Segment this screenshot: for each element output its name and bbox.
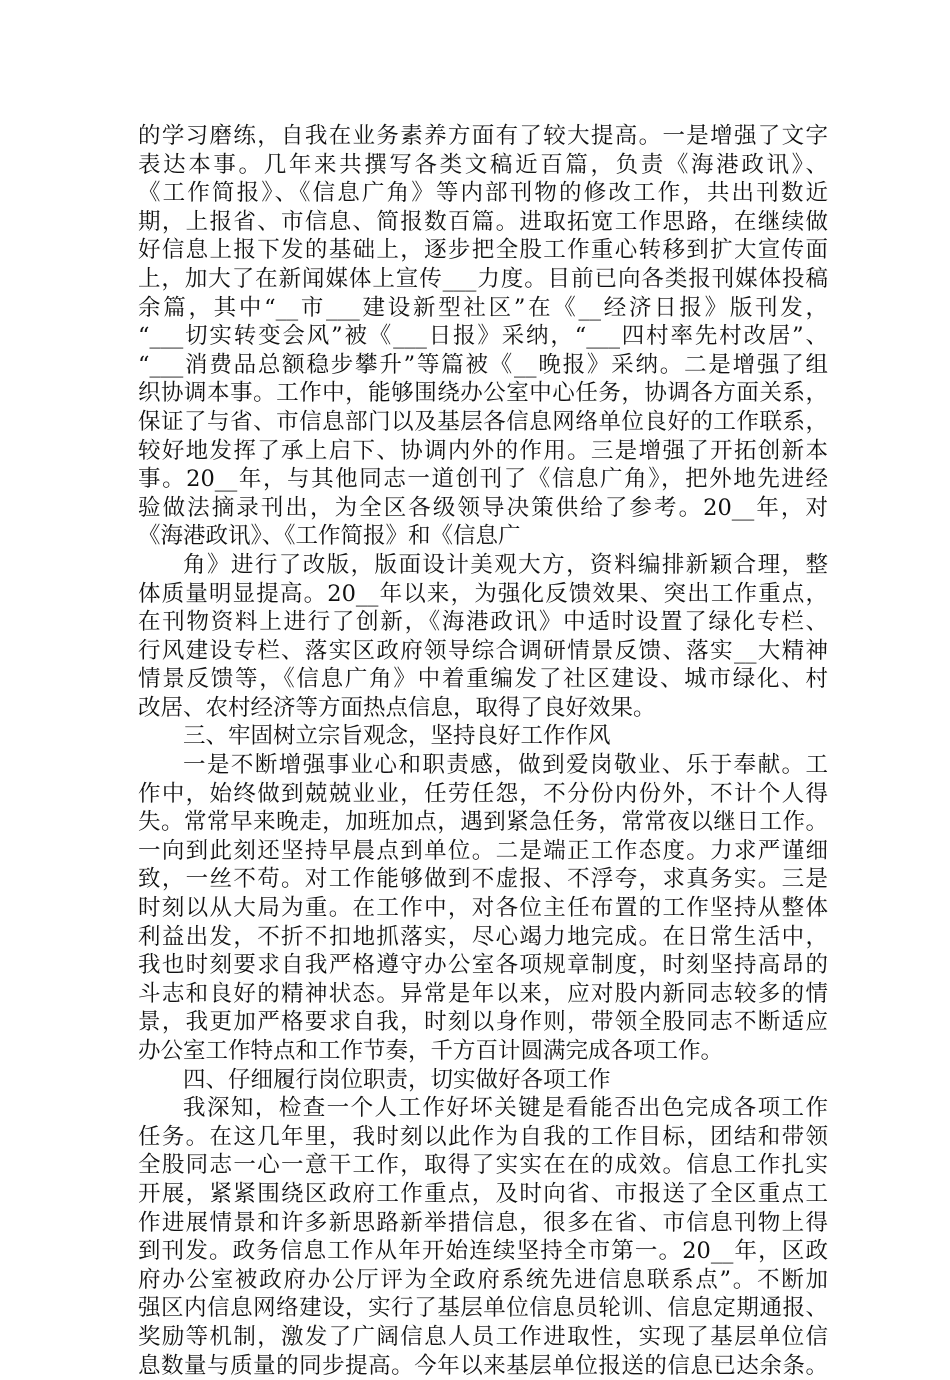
text-line: 奖励等机制，激发了广阔信息人员工作进取性，实现了基层单位信 <box>138 1323 828 1350</box>
text-line: 我也时刻要求自我严格遵守办公室各项规章制度，时刻坚持高昂的 <box>138 952 828 979</box>
text-line: 余篇，其中“__市___建设新型社区”在《__经济日报》版刊发， <box>138 294 828 321</box>
text-line: 的学习磨练，自我在业务素养方面有了较大提高。一是增强了文字 <box>138 123 828 149</box>
text-line: 强区内信息网络建设，实行了基层单位信息员轮训、信息定期通报、 <box>138 1295 828 1322</box>
text-line: 《工作简报》、《信息广角》等内部刊物的修改工作，共出刊数近 <box>138 180 828 207</box>
text-line: 《海港政讯》、《工作简报》和《信息广 <box>138 523 521 550</box>
text-line: 在刊物资料上进行了创新，《海港政讯》中适时设置了绿化专栏、 <box>138 609 828 636</box>
text-line: 三、牢固树立宗旨观念，坚持良好工作作风 <box>183 723 611 750</box>
text-line: 到刊发。政务信息工作从年开始连续坚持全市第一。20__年，区政 <box>138 1238 828 1265</box>
text-line: 息数量与质量的同步提高。今年以来基层单位报送的信息已达余条。 <box>138 1352 828 1379</box>
text-line: 全股同志一心一意干工作，取得了实实在在的成效。信息工作扎实 <box>138 1152 828 1179</box>
text-line: 办公室工作特点和工作节奏，千方百计圆满完成各项工作。 <box>138 1038 724 1064</box>
text-line: 利益出发，不折不扣地抓落实，尽心竭力地完成。在日常生活中， <box>138 923 828 950</box>
text-line: 改居、农村经济等方面热点信息，取得了良好效果。 <box>138 694 656 721</box>
text-line: 表达本事。几年来共撰写各类文稿近百篇，负责《海港政讯》、 <box>138 151 828 178</box>
text-line: 四、仔细履行岗位职责，切实做好各项工作 <box>183 1066 611 1093</box>
text-line: 致，一丝不苟。对工作能够做到不虚报、不浮夸，求真务实。三是 <box>138 866 828 893</box>
text-line: 任务。在这几年里，我时刻以此作为自我的工作目标，团结和带领 <box>138 1123 828 1150</box>
body-text <box>138 122 828 1380</box>
text-line: 我深知，检查一个人工作好坏关键是看能否出色完成各项工作 <box>183 1095 828 1122</box>
text-line: 上，加大了在新闻媒体上宣传___力度。目前已向各类报刊媒体投稿 <box>138 265 828 292</box>
text-line: 验做法摘录刊出，为全区各级领导决策供给了参考。20__年，对 <box>138 494 828 521</box>
text-line: 保证了与省、市信息部门以及基层各信息网络单位良好的工作联系， <box>138 408 828 435</box>
text-line: 好信息上报下发的基础上，逐步把全股工作重心转移到扩大宣传面 <box>138 237 828 264</box>
text-line: 时刻以从大局为重。在工作中，对各位主任布置的工作坚持从整体 <box>138 895 828 922</box>
text-line: 期，上报省、市信息、简报数百篇。进取拓宽工作思路，在继续做 <box>138 208 828 235</box>
text-line: 开展，紧紧围绕区政府工作重点，及时向省、市报送了全区重点工 <box>138 1180 828 1207</box>
text-line: 体质量明显提高。20__年以来，为强化反馈效果、突出工作重点， <box>138 580 828 607</box>
text-line: 作中，始终做到兢兢业业，任劳任怨，不分份内份外，不计个人得 <box>138 780 828 807</box>
text-line: 角》进行了改版，版面设计美观大方，资料编排新颖合理，整 <box>183 551 828 578</box>
text-line: 较好地发挥了承上启下、协调内外的作用。三是增强了开拓创新本 <box>138 437 828 464</box>
text-line: 景，我更加严格要求自我，时刻以身作则，带领全股同志不断适应 <box>138 1009 828 1036</box>
text-line: 府办公室被政府办公厅评为全政府系统先进信息联系点”。不断加 <box>138 1266 828 1293</box>
text-line: “___切实转变会风”被《___日报》采纳，“___四村率先村改居”、 <box>138 323 828 350</box>
text-line: 斗志和良好的精神状态。异常是年以来，应对股内新同志较多的情 <box>138 980 828 1007</box>
text-line: 一向到此刻还坚持早晨点到单位。二是端正工作态度。力求严谨细 <box>138 837 828 864</box>
text-line: 织协调本事。工作中，能够围绕办公室中心任务，协调各方面关系， <box>138 380 828 407</box>
text-line: 情景反馈等，《信息广角》中着重编发了社区建设、城市绿化、村 <box>138 666 828 693</box>
text-line: 失。常常早来晚走，加班加点，遇到紧急任务，常常夜以继日工作。 <box>138 809 828 836</box>
text-line: 事。20__年，与其他同志一道创刊了《信息广角》，把外地先进经 <box>138 466 828 493</box>
text-line: 一是不断增强事业心和职责感，做到爱岗敬业、乐于奉献。工 <box>183 752 828 779</box>
text-line: 行风建设专栏、落实区政府领导综合调研情景反馈、落实__大精神 <box>138 637 828 664</box>
text-line: 作进展情景和许多新思路新举措信息，很多在省、市信息刊物上得 <box>138 1209 828 1236</box>
text-line: “___消费品总额稳步攀升”等篇被《__晚报》采纳。二是增强了组 <box>138 351 828 378</box>
